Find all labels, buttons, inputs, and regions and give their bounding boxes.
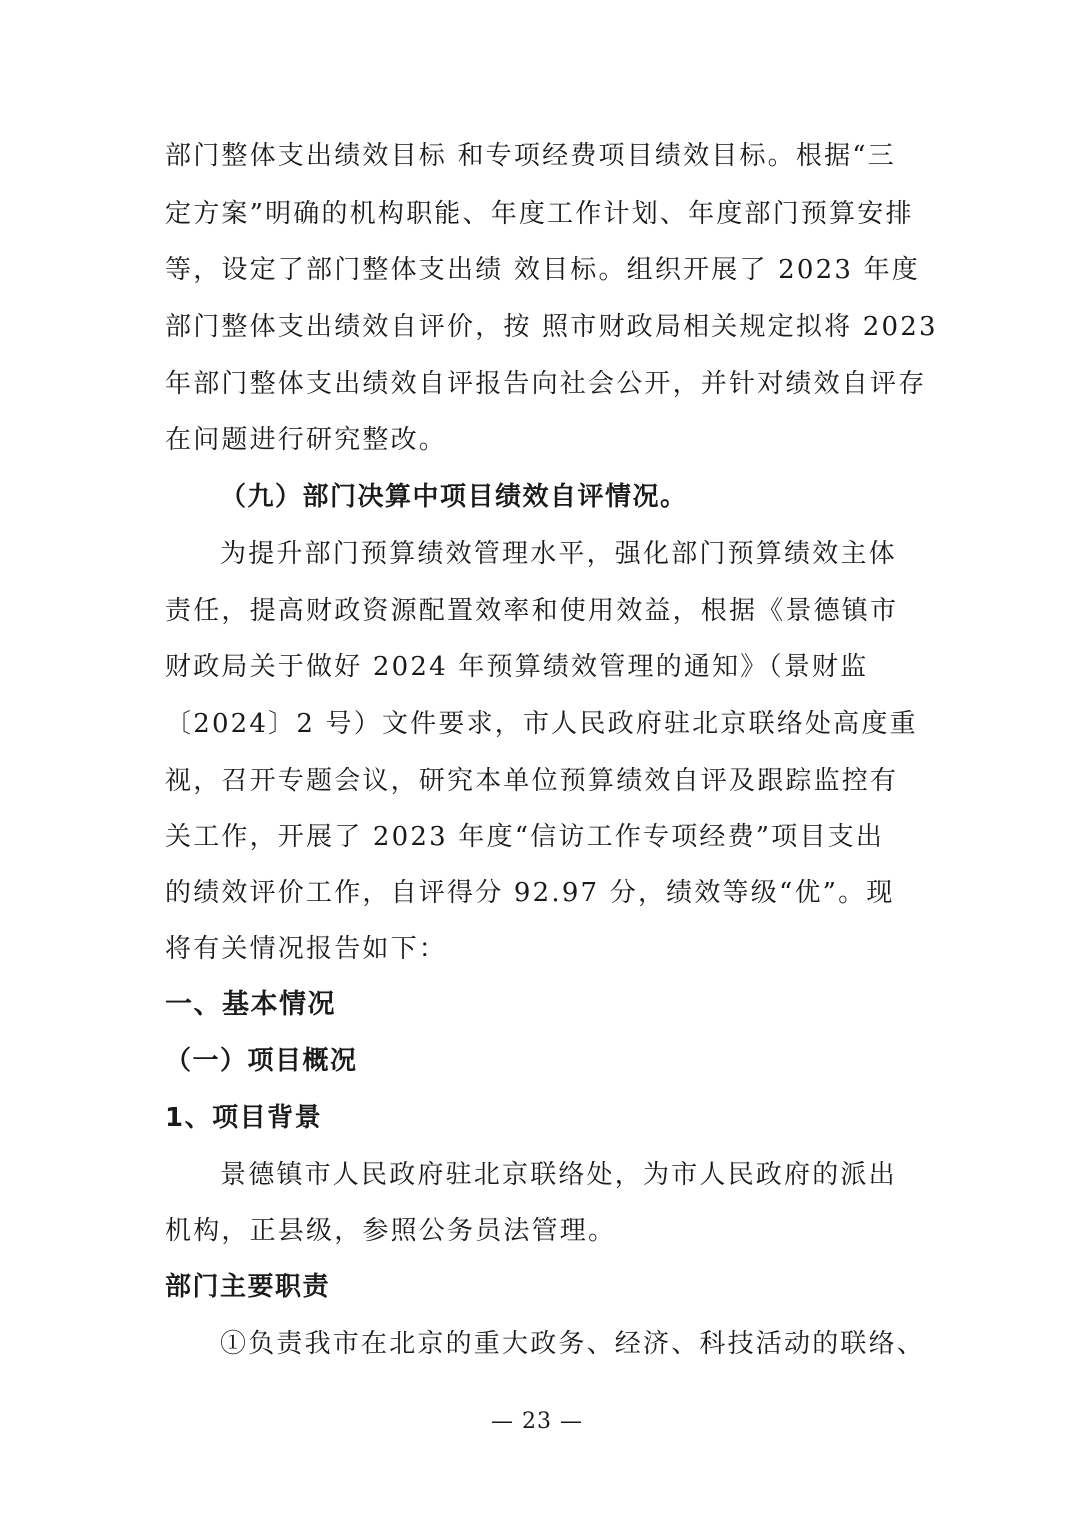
section-1-title: 一、基本情况: [165, 989, 336, 1020]
duties-title: 部门主要职责: [165, 1272, 331, 1302]
paragraph-1-line-2: 定方案”明确的机构职能、年度工作计划、年度部门预算安排: [165, 199, 914, 229]
paragraph-1-line-5: 年部门整体支出绩效自评报告向社会公开，并针对绩效自评存: [165, 369, 927, 399]
paragraph-2-line-8: 将有关情况报告如下：: [165, 934, 448, 964]
heading-section-9: （九）部门决算中项目绩效自评情况。: [220, 482, 688, 512]
paragraph-1-line-3: 等，设定了部门整体支出绩 效目标。组织开展了 2023 年度: [165, 255, 920, 285]
paragraph-2-line-7: 的绩效评价工作，自评得分 92.97 分，绩效等级“优”。现: [165, 878, 895, 908]
paragraph-3-line-2: 机构，正县级，参照公务员法管理。: [165, 1216, 617, 1246]
item-1-title: 1、项目背景: [165, 1103, 323, 1133]
page-number: — 23 —: [491, 1409, 583, 1434]
paragraph-2-line-2: 责任，提高财政资源配置效率和使用效益，根据《景德镇市: [165, 596, 899, 626]
paragraph-1-line-4: 部门整体支出绩效自评价，按 照市财政局相关规定拟将 2023: [165, 312, 938, 342]
paragraph-4-line-1: ①负责我市在北京的重大政务、经济、科技活动的联络、: [220, 1329, 926, 1359]
paragraph-2-line-5: 视，召开专题会议，研究本单位预算绩效自评及跟踪监控有: [165, 766, 899, 796]
subsection-1-title: （一）项目概况: [165, 1046, 358, 1076]
paragraph-1-line-6: 在问题进行研究整改。: [165, 425, 448, 455]
paragraph-1-line-1: 部门整体支出绩效目标 和专项经费项目绩效目标。根据“三: [165, 141, 896, 171]
paragraph-2-line-6: 关工作，开展了 2023 年度“信访工作专项经费”项目支出: [165, 822, 885, 852]
paragraph-2-line-1: 为提升部门预算绩效管理水平，强化部门预算绩效主体: [220, 539, 897, 569]
paragraph-2-line-3: 财政局关于做好 2024 年预算绩效管理的通知》（景财监: [165, 652, 869, 682]
paragraph-3-line-1: 景德镇市人民政府驻北京联络处，为市人民政府的派出: [220, 1160, 897, 1190]
paragraph-2-line-4: 〔2024〕2 号）文件要求，市人民政府驻北京联络处高度重: [165, 709, 918, 739]
